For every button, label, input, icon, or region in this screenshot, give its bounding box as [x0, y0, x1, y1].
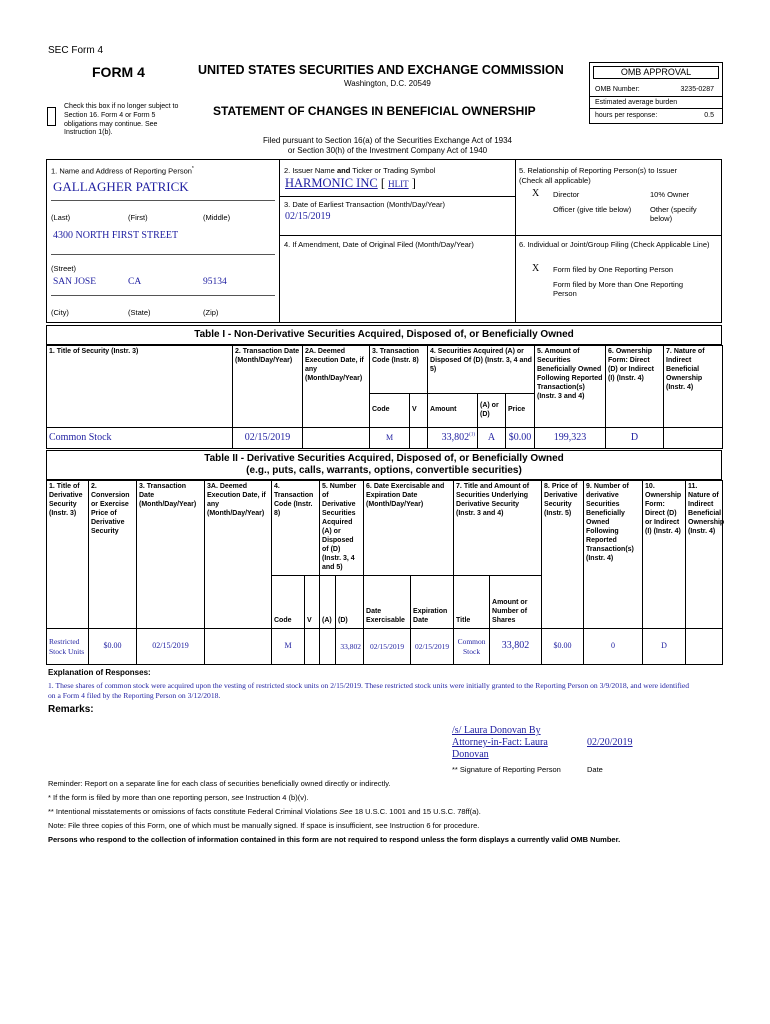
city-value: SAN JOSE — [53, 277, 97, 287]
t2-h-a: (A) — [320, 576, 336, 629]
t1-amount: 33,802$^{(1)}$ — [428, 428, 478, 449]
last-label: (Last) — [51, 213, 71, 222]
amendment-label: 4. If Amendment, Date of Original Filed (Month/Day/Year) — [284, 240, 474, 249]
relationship-sub: (Check all applicable) — [519, 176, 591, 185]
t1-price: $0.00 — [506, 428, 535, 449]
note-multiple-persons: * If the form is filed by more than one reporting person, see Instruction 4 (b)(v). — [48, 793, 309, 802]
t2-code: M — [272, 629, 305, 665]
t2-h-code: 4. Transaction Code (Instr. 8) — [272, 481, 320, 576]
middle-label: (Middle) — [203, 213, 231, 222]
t2-conversion-price: $0.00 — [89, 629, 137, 665]
t2-deriv-price: $0.00 — [542, 629, 584, 665]
t1-h-date: 2. Transaction Date (Month/Day/Year) — [233, 346, 303, 428]
t2-h-nature: 11. Nature of Indirect Beneficial Ownership (Instr. 4) — [686, 481, 723, 629]
street-value: 4300 NORTH FIRST STREET — [53, 230, 179, 241]
date-label: Date — [587, 765, 603, 774]
signature-date[interactable]: 02/20/2019 — [587, 737, 633, 748]
t1-h-acquired: 4. Securities Acquired (A) or Disposed Of (D) (Instr. 3, 4 and 5) — [428, 346, 535, 394]
zip-value: 95134 — [203, 277, 227, 287]
table2-title — [46, 450, 722, 480]
checkbox-instruction: Check this box if no longer subject to Section 16. Form 4 or Form 5 obligations may continue. See Instruction 1(b). — [64, 103, 179, 137]
t1-h-v: V — [410, 394, 428, 428]
t2-form: D — [643, 629, 686, 665]
street-label: (Street) — [51, 264, 77, 273]
t2-h-code-sub: Code — [272, 576, 305, 629]
state-value: CA — [128, 277, 142, 287]
earliest-date-value: 02/15/2019 — [285, 211, 331, 222]
t2-h-d: (D) — [336, 576, 364, 629]
t2-h-deemed: 3A. Deemed Execution Date, if any (Month/Day/Year) — [205, 481, 272, 629]
t1-h-title: 1. Title of Security (Instr. 3) — [47, 346, 233, 428]
reporting-person-label: 1. Name and Address of Reporting Person* — [51, 166, 194, 176]
other-label: Other (specify below) — [650, 205, 697, 223]
explanation-heading: Explanation of Responses: — [48, 668, 151, 677]
t2-h-conversion: 2. Conversion or Exercise Price of Derivative Security — [89, 481, 137, 629]
t2-security-title: Restricted Stock Units — [47, 629, 89, 665]
omb-number-value: 3235-0287 — [680, 86, 714, 93]
t2-h-owned: 9. Number of derivative Securities Beneficially Owned Following Reported Transaction(s) (Instr. 4) — [584, 481, 643, 629]
t1-h-price: Price — [506, 394, 535, 428]
t2-expiration-date: 02/15/2019 — [411, 629, 454, 665]
reporting-person-name: GALLAGHER PATRICK — [53, 179, 189, 194]
t1-ad: A — [478, 428, 506, 449]
t2-h-exercisable: 6. Date Exercisable and Expiration Date (Month/Day/Year) — [364, 481, 454, 576]
t2-h-v: V — [305, 576, 320, 629]
omb-approval-box — [589, 62, 723, 124]
table2 — [46, 480, 723, 665]
statement-title: STATEMENT OF CHANGES IN BENEFICIAL OWNERSHIP — [213, 104, 536, 118]
t2-h-number: 5. Number of Derivative Securities Acquired (A) or Disposed of (D) (Instr. 3, 4 and 5) — [320, 481, 364, 576]
filing-mark: X — [532, 263, 540, 274]
table2-title-line: Table II - Derivative Securities Acquired, Disposed of, or Beneficially Owned — [204, 453, 564, 464]
issuer-name-link[interactable]: HARMONIC INC — [285, 176, 378, 190]
t1-h-owned: 5. Amount of Securities Beneficially Owned Following Reported Transaction(s) (Instr. 3 and 4) — [535, 346, 606, 428]
signature-line1[interactable]: /s/ Laura Donovan By — [452, 725, 541, 736]
signature-line2[interactable]: Attorney-in-Fact: Laura — [452, 737, 548, 748]
t1-owned: 199,323 — [535, 428, 606, 449]
state-label: (State) — [128, 308, 151, 317]
issuer-name: HARMONIC INC [ HLIT ] — [285, 176, 416, 190]
table-row — [47, 428, 723, 449]
reminder-note: Reminder: Report on a separate line for each class of securities beneficially owned directly or indirectly. — [48, 779, 391, 788]
t2-h-expiration: Expiration Date — [411, 576, 454, 629]
officer-label: Officer (give title below) — [553, 205, 632, 214]
first-label: (First) — [128, 213, 148, 222]
t1-h-code-sub: Code — [370, 394, 410, 428]
signature-label: ** Signature of Reporting Person — [452, 765, 561, 774]
t1-code: M — [370, 428, 410, 449]
explanation-text: 1. These shares of common stock were acquired upon the vesting of restricted stock units on 2/15/2019. These restricted stock units were initially granted to the Reporting Person on 3/9/2018, and were identified on a Form 4 filed by the Reporting Person on 3/12/2018. — [48, 681, 690, 700]
more-persons-label: Form filed by More than One Reporting Person — [553, 280, 684, 298]
t2-h-form: 10. Ownership Form: Direct (D) or Indirect (I) (Instr. 4) — [643, 481, 686, 629]
t2-h-price: 8. Price of Derivative Security (Instr. 5) — [542, 481, 584, 629]
t2-underlying-title: Common Stock — [454, 629, 490, 665]
t2-h-date-exercisable: Date Exercisable — [364, 576, 411, 629]
sec-form-label: SEC Form 4 — [48, 45, 104, 56]
relationship-label: 5. Relationship of Reporting Person(s) to Issuer — [519, 166, 677, 175]
location: Washington, D.C. 20549 — [344, 79, 431, 88]
filing-label: 6. Individual or Joint/Group Filing (Check Applicable Line) — [519, 240, 710, 249]
t1-security-title: Common Stock — [47, 428, 233, 449]
t1-h-nature: 7. Nature of Indirect Beneficial Ownership (Instr. 4) — [664, 346, 723, 428]
t1-h-amount: Amount — [428, 394, 478, 428]
table1-title: Table I - Non-Derivative Securities Acquired, Disposed of, or Beneficially Owned — [46, 325, 722, 345]
director-label: Director — [553, 190, 580, 199]
t1-h-form: 6. Ownership Form: Direct (D) or Indirect (I) (Instr. 4) — [606, 346, 664, 428]
omb-title: OMB APPROVAL — [593, 66, 719, 79]
note-copies: Note: File three copies of this Form, one of which must be manually signed. If space is insufficient, see Instruction 6 for procedure. — [48, 821, 480, 830]
t2-underlying-amount: 33,802 — [490, 629, 542, 665]
burden-label: Estimated average burden — [595, 99, 678, 106]
director-mark: X — [532, 188, 540, 199]
ten-pct-label: 10% Owner — [650, 190, 690, 199]
t1-h-code: 3. Transaction Code (Instr. 8) — [370, 346, 428, 394]
t2-h-amount-shares: Amount or Number of Shares — [490, 576, 542, 629]
t1-h-ad: (A) or (D) — [478, 394, 506, 428]
commission-title: UNITED STATES SECURITIES AND EXCHANGE COMMISSION — [198, 63, 564, 77]
issuer-label: 2. Issuer Name and Ticker or Trading Symbol — [284, 166, 436, 175]
omb-number-label: OMB Number: — [595, 86, 640, 93]
city-label: (City) — [51, 308, 69, 317]
t1-transaction-date: 02/15/2019 — [233, 428, 303, 449]
hours-label: hours per response: — [595, 112, 658, 119]
table1 — [46, 345, 723, 449]
filed-pursuant-line1: Filed pursuant to Section 16(a) of the Securities Exchange Act of 1934 — [262, 136, 513, 145]
t2-transaction-date: 02/15/2019 — [137, 629, 205, 665]
table-row — [47, 629, 723, 665]
filed-pursuant-line2: or Section 30(h) of the Investment Company Act of 1940 — [287, 146, 488, 155]
t2-h-date: 3. Transaction Date (Month/Day/Year) — [137, 481, 205, 629]
t1-h-deemed: 2A. Deemed Execution Date, if any (Month/Day/Year) — [303, 346, 370, 428]
t2-date-exercisable: 02/15/2019 — [364, 629, 411, 665]
form-title: FORM 4 — [92, 64, 145, 80]
no-longer-subject-checkbox[interactable] — [47, 107, 56, 126]
t2-disposed: 33,802 — [336, 629, 364, 665]
hours-value: 0.5 — [704, 112, 714, 119]
table2-subtitle: (e.g., puts, calls, warrants, options, convertible securities) — [246, 465, 522, 476]
t1-form: D — [606, 428, 664, 449]
remarks-heading: Remarks: — [48, 704, 94, 715]
t2-h-underlying: 7. Title and Amount of Securities Underlying Derivative Security (Instr. 3 and 4) — [454, 481, 542, 576]
t2-owned: 0 — [584, 629, 643, 665]
earliest-date-label: 3. Date of Earliest Transaction (Month/Day/Year) — [284, 200, 446, 209]
t2-h-underlying-title: Title — [454, 576, 490, 629]
ticker-link[interactable]: HLIT — [388, 179, 409, 189]
note-misstatements: ** Intentional misstatements or omissions of facts constitute Federal Criminal Violations See 18 U.S.C. 1001 and 15 U.S.C. 78ff(a). — [48, 807, 481, 816]
one-person-label: Form filed by One Reporting Person — [553, 265, 674, 274]
t2-h-title: 1. Title of Derivative Security (Instr. 3) — [47, 481, 89, 629]
omb-notice: Persons who respond to the collection of information contained in this form are not required to respond unless the form displays a currently valid OMB Number. — [48, 835, 621, 844]
signature-line3[interactable]: Donovan — [452, 749, 489, 760]
zip-label: (Zip) — [203, 308, 219, 317]
